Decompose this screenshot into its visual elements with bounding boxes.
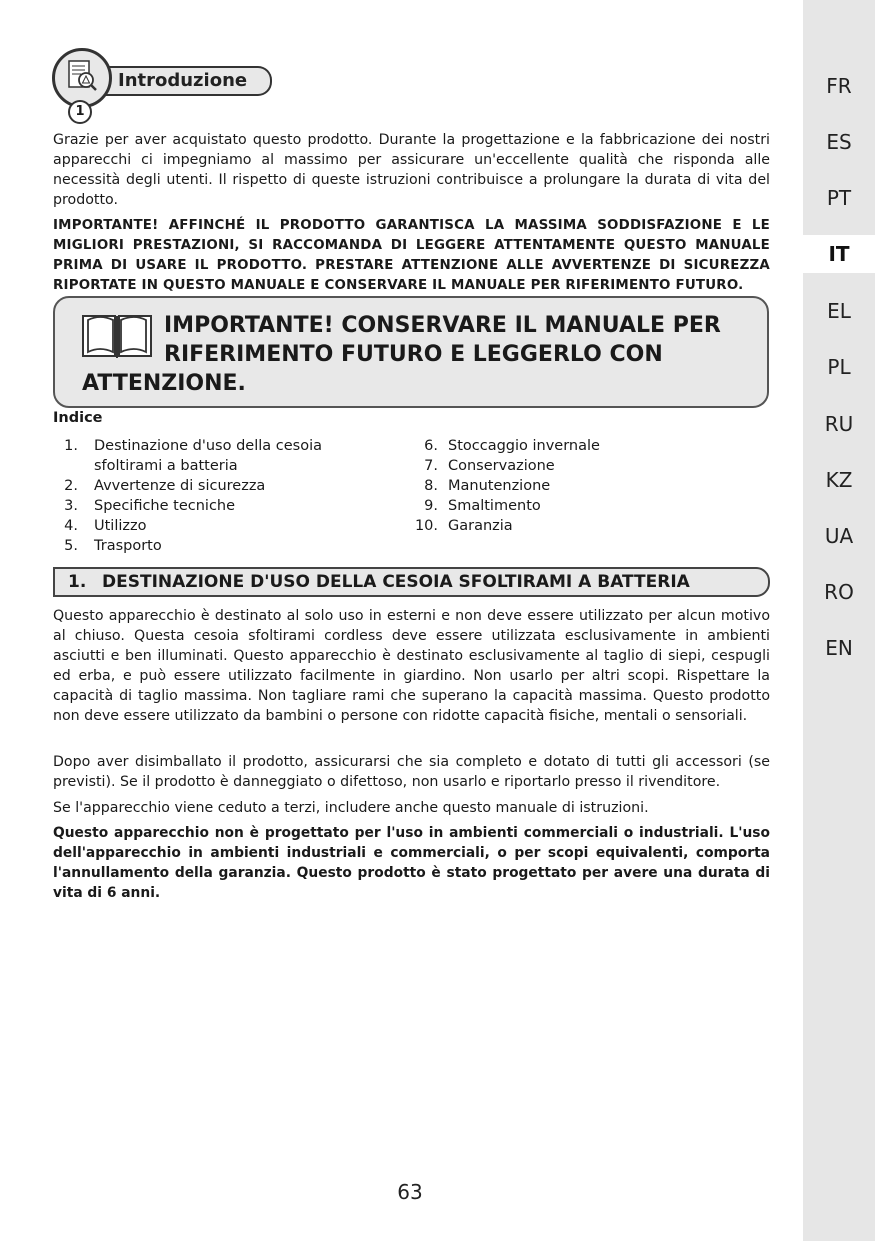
- section-1-paragraph-1: Questo apparecchio è destinato al solo uso in esterni e non deve essere utilizzato per alcun motivo al chiuso. Questa cesoia sfoltirami cordless deve essere utilizzata esclusivamente in ambienti asciutti e ben illuminati. Questo apparecchio è destinato esclusivamente al taglio di siepi, cespugli ed erba, e può essere utilizzato facilmente in giardino. Non usarlo per altri scopi. Rispettare la capacità di taglio massima. Non tagliare rami che superano la capacità massima. Questo prodotto non deve essere utilizzato da bambini o persone con ridotte capacità fisiche, mentali o sensoriali.: [53, 608, 770, 724]
- section-1-paragraph-3: Se l'apparecchio viene ceduto a terzi, includere anche questo manuale di istruzioni.: [53, 800, 649, 816]
- section-1-paragraph-4: Questo apparecchio non è progettato per l'uso in ambienti commerciali o industriali. L'uso dell'apparecchio in ambienti industriali e commerciali, o per scopi equivalenti, comporta l'annullamento della garanzia. Questo prodotto è stato progettato per avere una durata di vita di 6 anni.: [53, 825, 770, 901]
- index-item[interactable]: Avvertenze di sicurezza: [94, 478, 266, 494]
- index-item[interactable]: Specifiche tecniche: [94, 498, 236, 514]
- index-right-column: [408, 436, 708, 536]
- index-item-cont[interactable]: sfoltirami a batteria: [94, 458, 238, 474]
- important-paragraph: IMPORTANTE! AFFINCHÉ IL PRODOTTO GARANTISCA LA MASSIMA SODDISFAZIONE E LE MIGLIORI PRESTAZIONI, SI RACCOMANDA DI LEGGERE ATTENTAMENTE QUESTO MANUALE PRIMA DI USARE IL PRODOTTO. PRESTARE ATTENZIONE ALLE AVVERTENZE DI SICUREZZA RIPORTATE IN QUESTO MANUALE E CONSERVARE IL MANUALE PER RIFERIMENTO FUTURO.: [53, 218, 770, 293]
- index-number: 3.: [64, 498, 78, 514]
- section-1-paragraph-2: Dopo aver disimballato il prodotto, assicurarsi che sia completo e dotato di tutti gli accessori (se previsti). Se il prodotto è danneggiato o difettoso, non usarlo e riportarlo presso il rivenditore.: [53, 754, 770, 790]
- index-number: 2.: [64, 478, 78, 494]
- lang-tab-pt[interactable]: PT: [826, 186, 852, 210]
- index-item[interactable]: Conservazione: [448, 458, 555, 474]
- index-number: 8.: [424, 478, 438, 494]
- lang-tab-fr[interactable]: FR: [826, 74, 852, 98]
- index-item[interactable]: Garanzia: [448, 518, 513, 534]
- lang-tab-pl[interactable]: PL: [827, 355, 851, 379]
- index-number: 1.: [64, 438, 78, 454]
- intro-paragraph: Grazie per aver acquistato questo prodotto. Durante la progettazione e la fabbricazione dei nostri apparecchi ci impegniamo al massimo per assicurare un'eccellente qualità che risponda alle necessità degli utenti. Il rispetto di queste istruzioni contribuisce a prolungare la durata di vita del prodotto.: [53, 132, 770, 208]
- index-number: 9.: [424, 498, 438, 514]
- lang-tab-kz[interactable]: KZ: [825, 468, 853, 492]
- index-number: 10.: [414, 518, 438, 534]
- index-number: 5.: [64, 538, 78, 554]
- index-item[interactable]: Manutenzione: [448, 478, 551, 494]
- open-book-icon: [80, 310, 154, 366]
- intro-number-badge: 1: [68, 100, 92, 124]
- warning-line-2: RIFERIMENTO FUTURO E LEGGERLO CON: [164, 342, 663, 367]
- warning-line-1: IMPORTANTE! CONSERVARE IL MANUALE PER: [164, 313, 721, 338]
- lang-tab-en[interactable]: EN: [825, 636, 853, 660]
- language-sidebar: [803, 0, 875, 1241]
- index-item[interactable]: Destinazione d'uso della cesoia: [94, 438, 322, 454]
- lang-tab-it[interactable]: IT: [803, 235, 875, 273]
- intro-heading: [50, 46, 280, 120]
- index-number: 7.: [424, 458, 438, 474]
- index-item[interactable]: Stoccaggio invernale: [448, 438, 600, 454]
- index-item[interactable]: Trasporto: [94, 538, 162, 554]
- index-number: 4.: [64, 518, 78, 534]
- section-1-title: DESTINAZIONE D'USO DELLA CESOIA SFOLTIRAMI A BATTERIA: [102, 572, 690, 592]
- lang-tab-es[interactable]: ES: [826, 130, 852, 154]
- lang-tab-ua[interactable]: UA: [824, 524, 854, 548]
- index-title: Indice: [53, 410, 103, 426]
- manual-magnifier-icon: [52, 48, 112, 108]
- index-item[interactable]: Utilizzo: [94, 518, 147, 534]
- lang-tab-ru[interactable]: RU: [824, 412, 854, 436]
- intro-title: Introduzione: [118, 70, 248, 91]
- index-item[interactable]: Smaltimento: [448, 498, 541, 514]
- index-left-column: [48, 436, 378, 556]
- section-1-number: 1.: [68, 572, 87, 592]
- index-number: 6.: [424, 438, 438, 454]
- lang-tab-ro[interactable]: RO: [824, 580, 854, 604]
- lang-tab-el[interactable]: EL: [827, 299, 851, 323]
- warning-line-3: ATTENZIONE.: [82, 371, 246, 396]
- page-number: 63: [397, 1180, 423, 1204]
